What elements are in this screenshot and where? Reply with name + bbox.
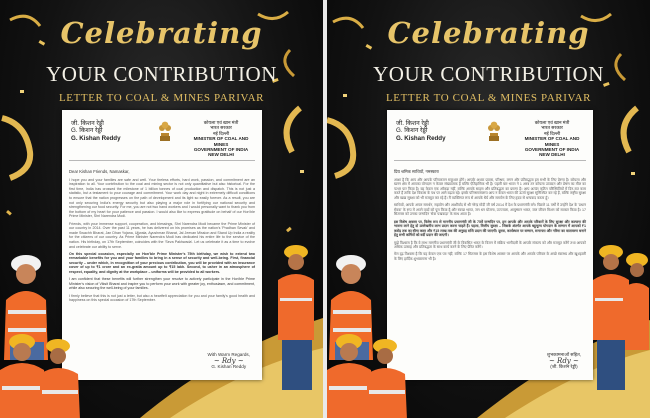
letter-greeting: प्रिय श्रमिक साथियों, नमस्कार! [394,169,440,174]
letter-paragraph: मुझे विश्वास है कि ये लाभ माननीय प्रधानमंत्री जी के विकसित भारत के विजन में सक्रिय भागीदारी के आपके संकल्प को और मजबूत करेंगे तथा आपको अधिक उत्साह और प्रतिबद्धता के साथ कार्य करने के लिए प्रेरित करेंगे। [394,240,586,250]
letter-body [394,170,586,261]
letter-paragraph: I am confident that these benefits will further strengthen your resolve to actively participate in the Hon'ble Prime Minister's vision of Viksit Bharat and inspire you to perform your work with greater joy, enthusiasm, and commitment, while also securing the well-being of your families. [69,277,255,291]
letterhead-rule [69,160,255,161]
national-emblem-icon [486,119,502,143]
letter-paragraph: On this special occasion, especially on Hon'ble Prime Minister's 75th birthday, we wish to extend two remarkable benefits for you and your families to bring in a sense of security and well-being. First, financial security – under which, in recognition of your precious contribution, you will be provided with an insurance cover of up to ₹1 crore and an ex-gratia amount up to ₹15 lakh. Second, to usher in an atmosphere of respect, equality, and dignity at the workplace – uniforms will be provided to all workers. [69,251,255,275]
signature-scribble: ~ Rdy ~ [213,357,244,365]
letter-paragraph: आशा है कि आप और आपके परिवारजन सकुशल होंगे। आपके अथक प्रयास, परिश्रम, लगन और प्रतिबद्धता हम सभी के लिए प्रेरणा है। कोयला और खनन क्षेत्र में आपका योगदान न केवल संख्यात्मक है बल्कि ऐतिहासिक भी है। पहली बार भारत ने 1 अरब टन कोयला उत्पादन और प्रेषण का मील का पत्थर पार किया है। यह केवल एक आँकड़ा नहीं, बल्कि आपके साहस और प्रतिबद्धता का प्रमाण है। आप अत्यंत कठिन परिस्थितियों में दिन-रात काम करते हैं ताकि देश विकास के पथ पर आगे बढ़ता रहे। इसके परिणामस्वरूप आप न केवल भारत की ऊर्जा सुरक्षा सुनिश्चित कर रहे हैं, बल्कि राष्ट्रीय सुरक्षा और खाद्य सुरक्षा को भी मजबूत कर रहे हैं। मैं व्यक्तिगत रूप से आपके धैर्य और समर्पण के लिए हृदय से धन्यवाद करता हूँ। [394,177,586,200]
banner-script-title: Celebrating [387,16,590,50]
letter-paragraph: साथियों, आपके अपार समर्थन, सहयोग और आशीर्वाद से श्री नरेन्द्र मोदी जी वर्ष 2014 में देश के प्रधानमंत्री बने। पिछले 11 वर्षों में उन्होंने देश के 'प्रधान सेवक' के रूप में अपने वादों को पूरा किया है और स्वच्छ भारत, जन धन योजना, उज्ज्वला, आयुष्मान भारत, जल जीवन मिशन को साकार किया है। 17 सितम्बर को उनका जन्मदिन 'सेवा पखवाड़ा' के साथ आता है। [394,203,586,217]
letter-signature: With Warm Regards, ~ Rdy ~ G. Kishan Reddy [207,352,250,369]
letterhead [69,116,255,170]
banner-subtitle: LETTER TO COAL & MINES PARIVAR [385,92,592,104]
worker-right-illustration [272,240,322,390]
national-emblem-icon [157,119,173,143]
letter-hindi [387,110,593,380]
poster-english [0,0,323,418]
letter-signature: शुभकामनाओं सहित, ~ Rdy ~ (जी. किशन रेड्डी) [546,352,581,369]
letterhead-ministry: कोयला एवं खान मंत्री भारत सरकार नई दिल्ली MINISTER OF COAL AND MINES GOVERNMENT OF INDIA NEW DELHI [524,120,580,158]
worker-right-illustration [593,240,649,390]
letter-paragraph: इस विशेष अवसर पर, विशेष रूप से माननीय प्रधानमंत्री जी के 75वें जन्मदिन पर, हम आपके और आपके परिवारों के लिए सुरक्षा और कल्याण की भावना लाने हेतु दो उल्लेखनीय लाभ प्रदान करना चाहते हैं। पहला, वित्तीय सुरक्षा – जिसके अंतर्गत आपके बहुमूल्य योगदान के सम्मान में आपको ₹1 करोड़ तक का बीमा कवर और ₹15 लाख तक की अनुग्रह राशि प्रदान की जाएगी। दूसरा, कार्यस्थल पर सम्मान, समानता और गरिमा का वातावरण बनाने हेतु सभी कर्मियों को वर्दी प्रदान की जाएगी। [394,219,586,238]
letterhead [394,116,586,170]
worker-group-illustration [0,330,86,418]
letter-paragraph: Friends, with your immense support, cooperation, and blessings, Shri Narendra Modi became the Prime Minister of our country in 2014. Over the past 11 years, he has delivered on his promises as the nation's 'Pradhan Sevak' and made Swachh Bharat, Jan Dhan Yojana, Ujjwala, Ayushman Bharat, Jal Jeevan Mission and Stand Up India a reality for the citizens of our country. As Prime Minister Narendra Modi has dedicated his entire life to the service of the nation. His birthday, on 17th September, coincides with the 'Seva Pakhwada'. Let us celebrate it as a time to evolve and celebrate our ability to serve. [69,221,255,249]
letter-body [69,170,255,303]
banner-main-title: YOUR CONTRIBUTION [46,62,277,86]
banner-subtitle: LETTER TO COAL & MINES PARIVAR [58,92,265,104]
banner-main-title: YOUR CONTRIBUTION [373,62,604,86]
letter-paragraph: I firmly believe that this is not just a letter, but also a heartfelt appreciation for you and your family's good health and happiness on this special occasion of 17th September. [69,293,255,303]
letterhead-name: जी. किशन रेड्डी G. किशन रेड्डी G. Kishan Reddy [396,120,446,142]
letter-paragraph: I hope you and your families are safe and well. Your tireless efforts, hard work, passion, and commitment are an inspiration to all. Your contribution to the coal and mining sector is not only quantitative but also historical. For the first time, India has crossed the milestone of 1 billion tonnes of coal production and dispatch. This is not just a statistic, but a testament to your courage and commitment. Your work day and night in extremely difficult conditions to ensure that the nation progresses on the path of development and its light so easily forever. As a result, you are not only securing India's energy security but also playing a major role in fortifying our national security and strengthening our food security. For me, you are not two hand workers and I would personally want to thank you from the bottom of my heart for your patience and passion. I would also like to express gratitude on behalf of our Hon'ble Prime Minister, Shri Narendra Modi. [69,177,255,219]
letter-greeting: Dear Kishan Friends, Namaskar, [69,169,130,174]
letter-paragraph: मेरा दृढ़ विश्वास है कि यह केवल एक पत्र नहीं, बल्कि 17 सितम्बर के इस विशेष अवसर पर आपके और आपके परिवार के अच्छे स्वास्थ्य और खुशहाली के लिए हार्दिक शुभकामना भी है। [394,252,586,261]
worker-group-illustration [327,330,413,418]
letterhead-name: जी. किशन रेड्डी G. किशन रेड्डी G. Kishan Reddy [71,120,121,142]
letter-english [62,110,262,380]
letterhead-rule [394,160,586,161]
banner-script-title: Celebrating [60,16,263,50]
letterhead-ministry: कोयला एवं खान मंत्री भारत सरकार नई दिल्ली MINISTER OF COAL AND MINES GOVERNMENT OF INDIA NEW DELHI [193,120,249,158]
poster-hindi [327,0,650,418]
signature-scribble: ~ Rdy ~ [548,357,579,365]
